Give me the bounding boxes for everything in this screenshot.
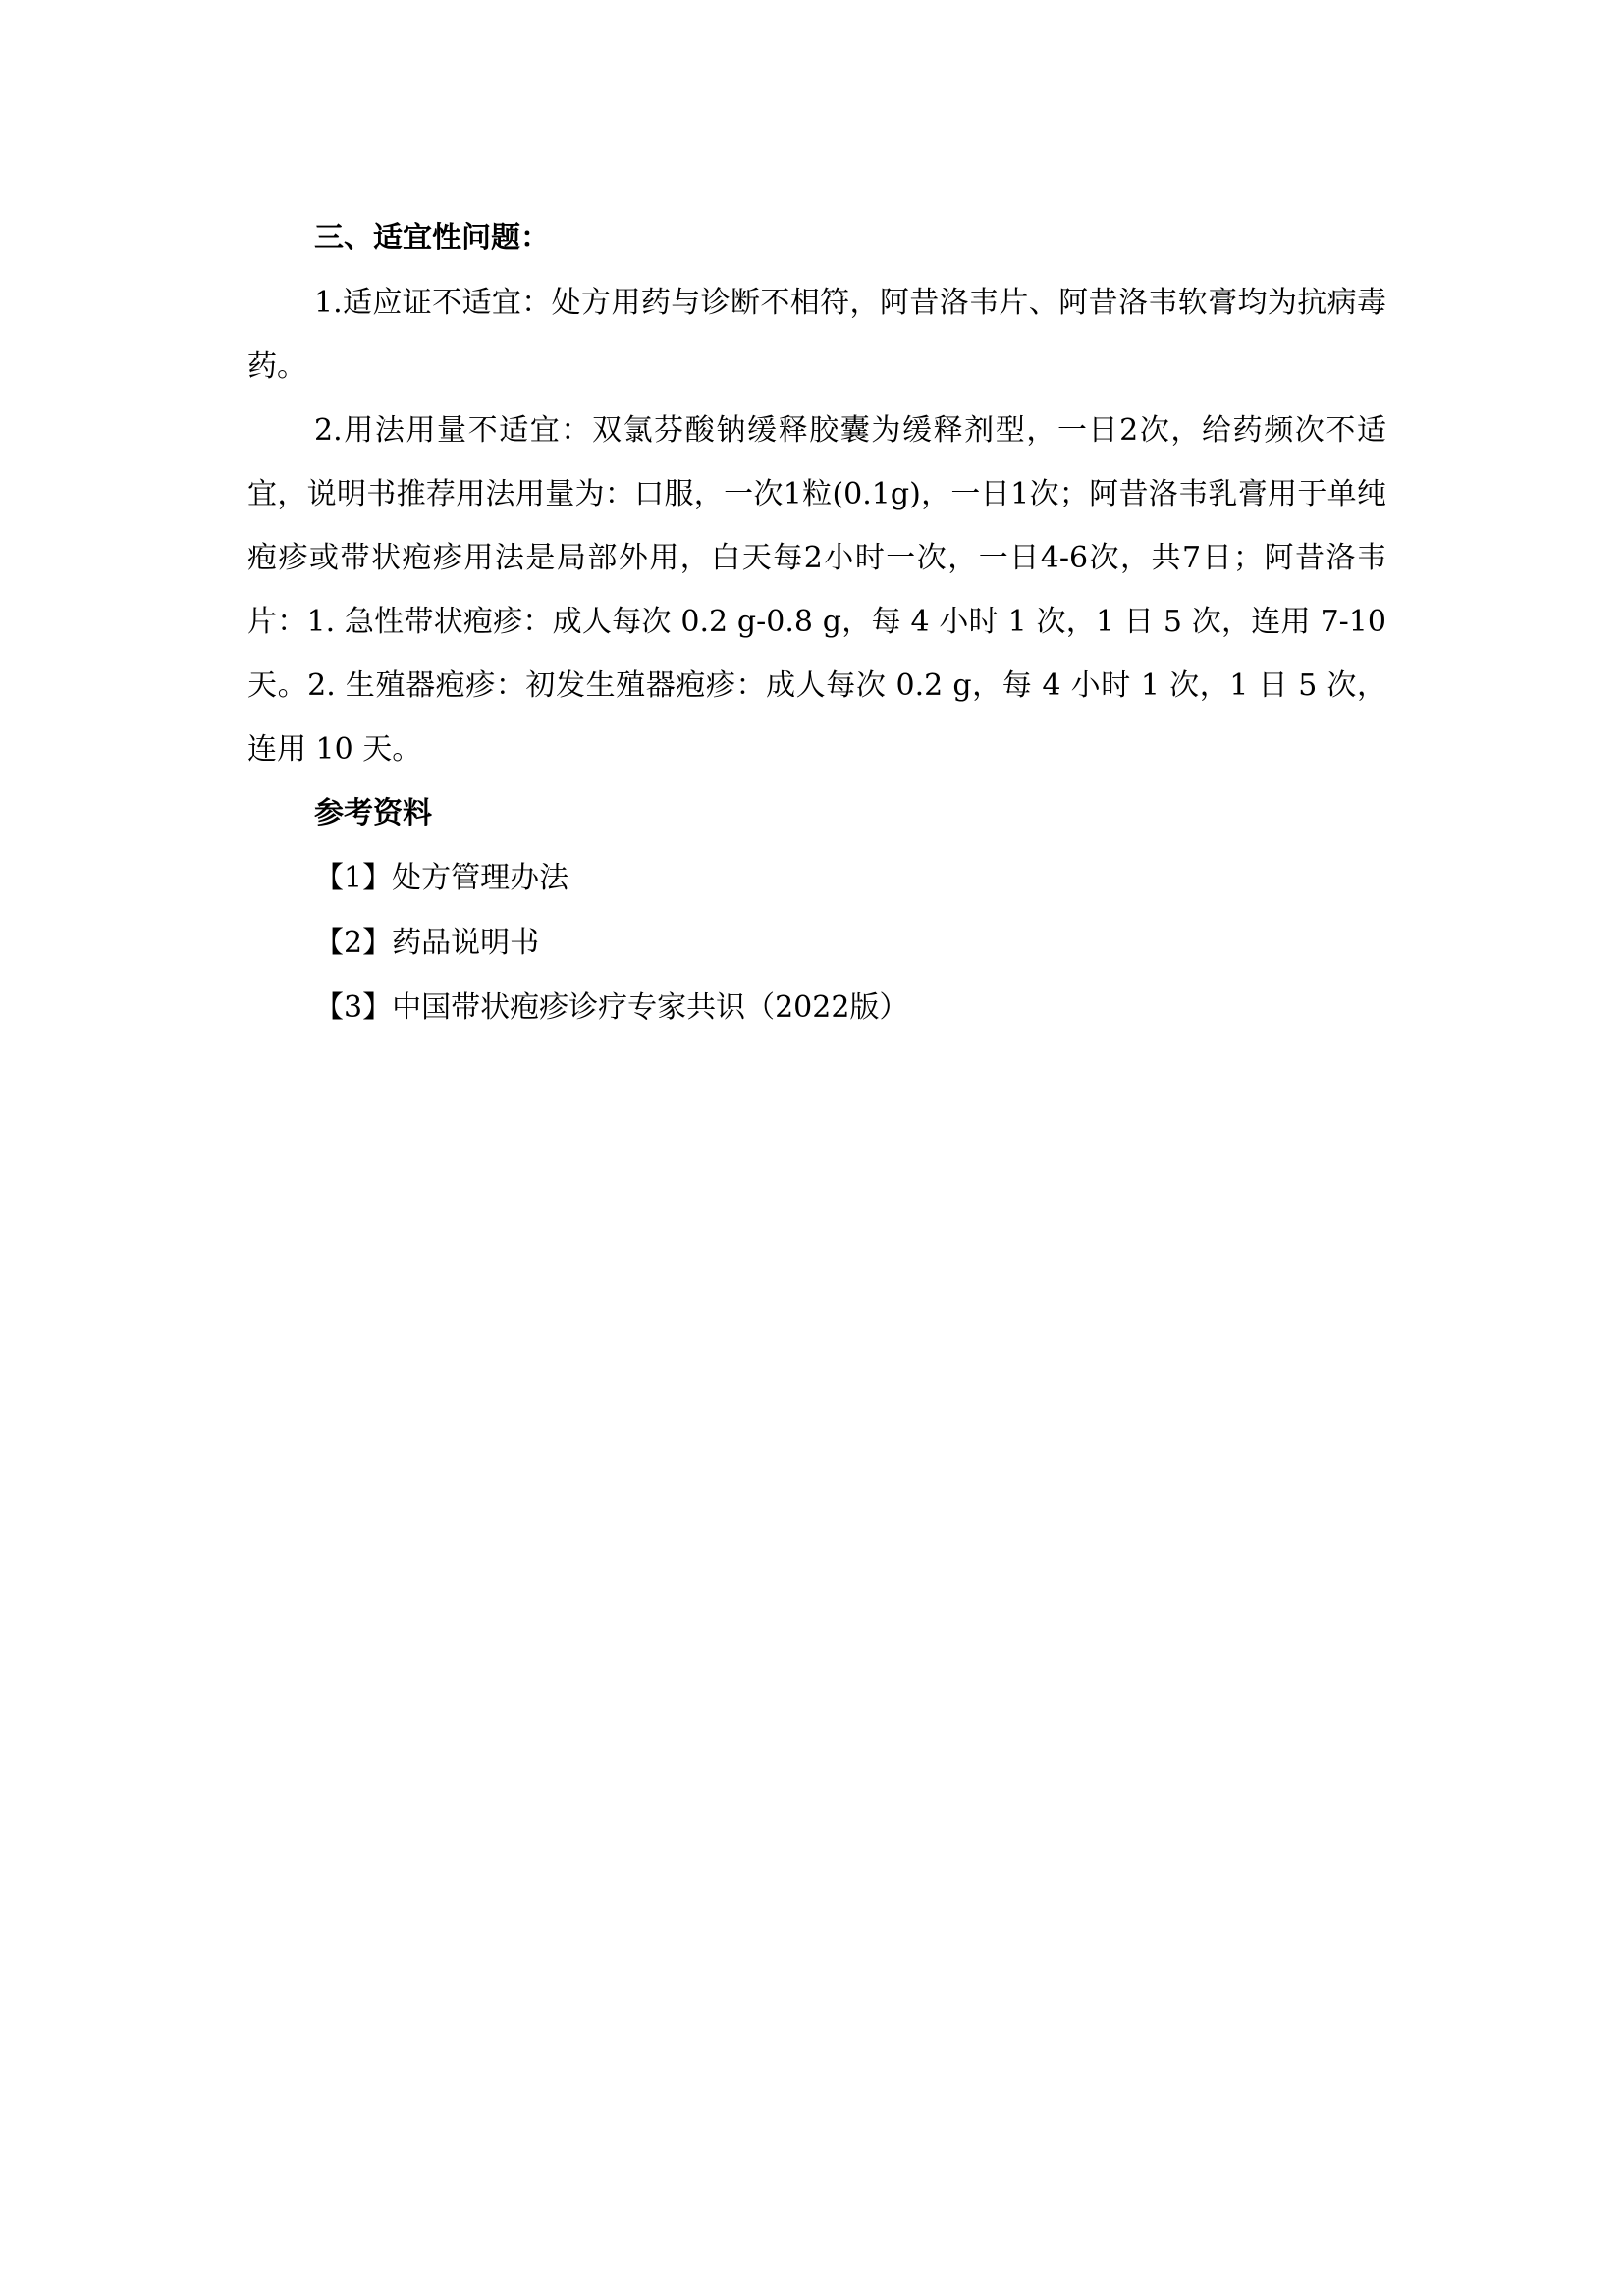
paragraph-indication: 1.适应证不适宜：处方用药与诊断不相符，阿昔洛韦片、阿昔洛韦软膏均为抗病毒药。 — [247, 286, 1386, 384]
reference-item: 【3】中国带状疱疹诊疗专家共识（2022版） — [314, 990, 909, 1025]
section-heading: 三、适宜性问题： — [314, 221, 550, 255]
document-page — [247, 206, 1386, 1041]
references-title: 参考资料 — [314, 796, 432, 830]
reference-item: 【1】处方管理办法 — [314, 861, 569, 895]
references-list — [247, 846, 1386, 1041]
paragraph-dosage: 2.用法用量不适宜：双氯芬酸钠缓释胶囊为缓释剂型，一日2次，给药频次不适宜，说明书推荐用法用量为：口服，一次1粒(0.1g)，一日1次；阿昔洛韦乳膏用于单纯疱疹或带状疱疹用法是局部外用，白天每2小时一次，一日4-6次，共7日；阿昔洛韦片：1. 急性带状疱疹：成人每次 0.2 g-0.8 g，每 4 小时 1 次，1 日 5 次，连用 7-10 天。2. 生殖器疱疹：初发生殖器疱疹：成人每次 0.2 g，每 4 小时 1 次，1 日 5 次，连用 10 天。 — [247, 413, 1386, 767]
reference-item: 【2】药品说明书 — [314, 926, 540, 960]
